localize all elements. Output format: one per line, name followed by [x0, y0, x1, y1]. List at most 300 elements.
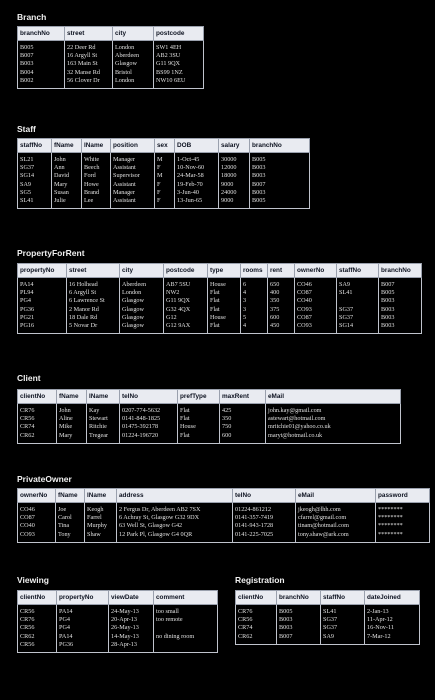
privateowner-cell: Farrel [85, 514, 117, 522]
branch-cell: B003 [18, 60, 65, 68]
propertyforrent-column-header: branchNo [379, 264, 422, 278]
registration-cell: 7-Mar-12 [365, 633, 420, 645]
staff-cell: B005 [250, 197, 310, 209]
propertyforrent-column-header: staffNo [337, 264, 379, 278]
privateowner-cell: ******** [376, 503, 430, 515]
branch-table-row [18, 52, 204, 60]
propertyforrent-cell: G32 4QX [164, 306, 208, 314]
client-cell: Flat [178, 432, 220, 444]
staff-cell: F [155, 181, 175, 189]
staff-column-header: branchNo [250, 139, 310, 153]
viewing-table-row [18, 641, 218, 653]
staff-cell: M [155, 172, 175, 180]
staff-table-row [18, 197, 310, 209]
registration-cell: CR74 [236, 624, 277, 632]
staff-cell: Howe [82, 181, 111, 189]
propertyforrent-cell: Flat [208, 322, 241, 334]
staff-cell: 12000 [219, 164, 250, 172]
staff-title: Staff [17, 124, 36, 134]
propertyforrent-cell: NW2 [164, 289, 208, 297]
client-cell: mritchie01@yahoo.co.uk [266, 423, 401, 431]
staff-cell: 10-Nov-60 [175, 164, 219, 172]
privateowner-cell: Joe [56, 503, 85, 515]
privateowner-table-row [18, 531, 430, 543]
client-cell: 600 [220, 432, 266, 444]
viewing-cell [154, 624, 218, 632]
propertyforrent-cell: B005 [379, 289, 422, 297]
client-table-row [18, 432, 401, 444]
viewing-cell [154, 641, 218, 653]
registration-column-header: clientNo [236, 591, 277, 605]
privateowner-cell: ******** [376, 514, 430, 522]
propertyforrent-title: PropertyForRent [17, 248, 85, 258]
branch-cell: B007 [18, 52, 65, 60]
client-cell: astewart@hotmail.com [266, 415, 401, 423]
branch-cell: 163 Main St [65, 60, 113, 68]
propertyforrent-cell: 16 Holhead [67, 278, 120, 290]
branch-cell: NW10 6EU [154, 77, 204, 89]
branch-column-header: city [113, 27, 154, 41]
client-cell: 425 [220, 404, 266, 416]
client-cell: 750 [220, 423, 266, 431]
propertyforrent-cell: B003 [379, 306, 422, 314]
privateowner-cell: tinam@hotmail.com [296, 522, 376, 530]
staff-cell: 24000 [219, 189, 250, 197]
propertyforrent-cell: CO87 [295, 289, 337, 297]
staff-cell: SA9 [18, 181, 52, 189]
privateowner-column-header: address [117, 489, 233, 503]
client-header-row [18, 390, 401, 404]
propertyforrent-table [17, 263, 422, 334]
privateowner-cell: CO40 [18, 522, 56, 530]
registration-table-row [236, 633, 420, 645]
viewing-cell: too small [154, 605, 218, 617]
client-cell: 01224-196720 [120, 432, 178, 444]
client-table-row [18, 404, 401, 416]
propertyforrent-cell: B003 [379, 322, 422, 334]
viewing-column-header: propertyNo [57, 591, 109, 605]
privateowner-column-header: lName [85, 489, 117, 503]
staff-cell: Manager [111, 189, 155, 197]
viewing-table-row [18, 616, 218, 624]
viewing-cell: 28-Apr-13 [109, 641, 154, 653]
propertyforrent-cell: CO46 [295, 278, 337, 290]
propertyforrent-cell: PG36 [18, 306, 67, 314]
propertyforrent-cell: SL41 [337, 289, 379, 297]
branch-table [17, 26, 204, 89]
propertyforrent-cell: PL94 [18, 289, 67, 297]
viewing-title: Viewing [17, 575, 49, 585]
propertyforrent-cell: SA9 [337, 278, 379, 290]
viewing-column-header: clientNo [18, 591, 57, 605]
propertyforrent-cell: PG4 [18, 297, 67, 305]
privateowner-cell: CO93 [18, 531, 56, 543]
viewing-cell: 26-May-13 [109, 624, 154, 632]
staff-cell: Ford [82, 172, 111, 180]
staff-cell: Julie [52, 197, 82, 209]
viewing-cell: PG36 [57, 641, 109, 653]
staff-cell: Beech [82, 164, 111, 172]
propertyforrent-column-header: rooms [241, 264, 268, 278]
staff-column-header: staffNo [18, 139, 52, 153]
propertyforrent-cell: 5 [241, 314, 268, 322]
propertyforrent-cell: G11 9QX [164, 297, 208, 305]
staff-cell: Brand [82, 189, 111, 197]
branch-title: Branch [17, 12, 47, 22]
privateowner-cell: Murphy [85, 522, 117, 530]
staff-cell: White [82, 153, 111, 165]
branch-table-row [18, 77, 204, 89]
propertyforrent-cell: 4 [241, 289, 268, 297]
client-cell: Flat [178, 404, 220, 416]
client-cell: 0207-774-5632 [120, 404, 178, 416]
branch-column-header: postcode [154, 27, 204, 41]
propertyforrent-cell: 2 Manor Rd [67, 306, 120, 314]
propertyforrent-cell: Flat [208, 306, 241, 314]
propertyforrent-table-row [18, 297, 422, 305]
privateowner-cell: Shaw [85, 531, 117, 543]
privateowner-cell: 2 Fergus Dr, Aberdeen AB2 7SX [117, 503, 233, 515]
propertyforrent-cell: SG37 [337, 306, 379, 314]
branch-cell: Aberdeen [113, 52, 154, 60]
registration-cell: CR56 [236, 616, 277, 624]
client-cell: CR56 [18, 415, 57, 423]
privateowner-cell: CO87 [18, 514, 56, 522]
staff-table-row [18, 164, 310, 172]
staff-cell: 18000 [219, 172, 250, 180]
propertyforrent-cell: 6 Lawrence St [67, 297, 120, 305]
viewing-column-header: comment [154, 591, 218, 605]
viewing-cell: 20-Apr-13 [109, 616, 154, 624]
branch-cell: 22 Deer Rd [65, 41, 113, 53]
propertyforrent-cell: CO87 [295, 314, 337, 322]
branch-cell: London [113, 77, 154, 89]
branch-cell: AB2 3SU [154, 52, 204, 60]
staff-cell: Assistant [111, 197, 155, 209]
staff-cell: Susan [52, 189, 82, 197]
staff-cell: 9000 [219, 181, 250, 189]
propertyforrent-cell: B003 [379, 297, 422, 305]
client-table-row [18, 415, 401, 423]
registration-cell: B005 [277, 605, 321, 617]
staff-cell: F [155, 164, 175, 172]
propertyforrent-cell: 350 [268, 297, 295, 305]
client-cell: CR74 [18, 423, 57, 431]
registration-cell: B007 [277, 633, 321, 645]
viewing-cell: 24-May-13 [109, 605, 154, 617]
viewing-table-row [18, 605, 218, 617]
registration-column-header: branchNo [277, 591, 321, 605]
viewing-cell: 14-May-13 [109, 633, 154, 641]
propertyforrent-cell: 375 [268, 306, 295, 314]
privateowner-cell: Tina [56, 522, 85, 530]
branch-cell: London [113, 41, 154, 53]
propertyforrent-cell: Flat [208, 297, 241, 305]
propertyforrent-cell [337, 297, 379, 305]
propertyforrent-cell: Glasgow [120, 322, 164, 334]
privateowner-column-header: telNo [233, 489, 296, 503]
staff-cell: 30000 [219, 153, 250, 165]
client-cell: Stewart [87, 415, 120, 423]
propertyforrent-cell: Flat [208, 289, 241, 297]
client-cell: John [57, 404, 87, 416]
client-column-header: lName [87, 390, 120, 404]
client-cell: CR76 [18, 404, 57, 416]
registration-cell: CR76 [236, 605, 277, 617]
registration-table-row [236, 624, 420, 632]
viewing-cell: PG4 [57, 624, 109, 632]
staff-cell: Assistant [111, 181, 155, 189]
viewing-cell: CR56 [18, 624, 57, 632]
client-table-row [18, 423, 401, 431]
propertyforrent-cell: 18 Dale Rd [67, 314, 120, 322]
privateowner-cell: 0141-357-7419 [233, 514, 296, 522]
privateowner-cell: Carol [56, 514, 85, 522]
branch-header-row [18, 27, 204, 41]
registration-cell: B003 [277, 624, 321, 632]
staff-column-header: DOB [175, 139, 219, 153]
privateowner-cell: CO46 [18, 503, 56, 515]
propertyforrent-table-row [18, 314, 422, 322]
propertyforrent-cell: 4 [241, 322, 268, 334]
client-cell: Kay [87, 404, 120, 416]
client-column-header: fName [57, 390, 87, 404]
privateowner-column-header: password [376, 489, 430, 503]
staff-cell: 3-Jun-40 [175, 189, 219, 197]
staff-cell: Manager [111, 153, 155, 165]
staff-cell: Lee [82, 197, 111, 209]
staff-cell: B003 [250, 172, 310, 180]
propertyforrent-cell: London [120, 289, 164, 297]
client-title: Client [17, 373, 41, 383]
registration-cell: CR62 [236, 633, 277, 645]
privateowner-header-row [18, 489, 430, 503]
client-cell: CR62 [18, 432, 57, 444]
client-column-header: prefType [178, 390, 220, 404]
propertyforrent-header-row [18, 264, 422, 278]
branch-cell: BS99 1NZ [154, 69, 204, 77]
registration-cell: SG37 [321, 624, 365, 632]
staff-header-row [18, 139, 310, 153]
viewing-cell: too remote [154, 616, 218, 624]
propertyforrent-cell: G12 [164, 314, 208, 322]
staff-column-header: position [111, 139, 155, 153]
client-column-header: telNo [120, 390, 178, 404]
privateowner-title: PrivateOwner [17, 474, 72, 484]
viewing-cell: no dining room [154, 633, 218, 641]
propertyforrent-cell: B003 [379, 314, 422, 322]
propertyforrent-cell: House [208, 278, 241, 290]
staff-table-row [18, 153, 310, 165]
registration-column-header: dateJoined [365, 591, 420, 605]
client-column-header: maxRent [220, 390, 266, 404]
client-column-header: eMail [266, 390, 401, 404]
privateowner-column-header: fName [56, 489, 85, 503]
propertyforrent-cell: Glasgow [120, 314, 164, 322]
client-cell: 350 [220, 415, 266, 423]
client-cell: House [178, 423, 220, 431]
viewing-table-row [18, 633, 218, 641]
privateowner-column-header: eMail [296, 489, 376, 503]
viewing-table [17, 590, 218, 653]
privateowner-cell: ******** [376, 531, 430, 543]
propertyforrent-cell: SG37 [337, 314, 379, 322]
staff-cell: B005 [250, 153, 310, 165]
privateowner-column-header: ownerNo [18, 489, 56, 503]
viewing-cell: PA14 [57, 633, 109, 641]
viewing-header-row [18, 591, 218, 605]
privateowner-table-row [18, 514, 430, 522]
viewing-table-row [18, 624, 218, 632]
propertyforrent-cell: 3 [241, 306, 268, 314]
branch-cell: 16 Argyll St [65, 52, 113, 60]
staff-cell: SG37 [18, 164, 52, 172]
client-cell: Tregear [87, 432, 120, 444]
propertyforrent-cell: Aberdeen [120, 278, 164, 290]
propertyforrent-cell: AB7 5SU [164, 278, 208, 290]
viewing-cell: CR56 [18, 641, 57, 653]
staff-cell: M [155, 153, 175, 165]
propertyforrent-cell: CO93 [295, 306, 337, 314]
staff-cell: SL41 [18, 197, 52, 209]
viewing-cell: PG4 [57, 616, 109, 624]
propertyforrent-column-header: type [208, 264, 241, 278]
staff-cell: B003 [250, 189, 310, 197]
privateowner-cell: 0141-943-1728 [233, 522, 296, 530]
privateowner-cell: 0141-225-7025 [233, 531, 296, 543]
propertyforrent-cell: 450 [268, 322, 295, 334]
registration-cell: 16-Nov-11 [365, 624, 420, 632]
propertyforrent-table-row [18, 289, 422, 297]
branch-cell: Bristol [113, 69, 154, 77]
propertyforrent-cell: 6 [241, 278, 268, 290]
client-cell: Flat [178, 415, 220, 423]
staff-cell: B007 [250, 181, 310, 189]
branch-cell: B005 [18, 41, 65, 53]
propertyforrent-column-header: city [120, 264, 164, 278]
staff-cell: F [155, 197, 175, 209]
propertyforrent-cell: PA14 [18, 278, 67, 290]
registration-table-row [236, 616, 420, 624]
privateowner-cell: 63 Well St, Glasgow G42 [117, 522, 233, 530]
propertyforrent-column-header: postcode [164, 264, 208, 278]
propertyforrent-cell: 650 [268, 278, 295, 290]
branch-cell: G11 9QX [154, 60, 204, 68]
branch-table-row [18, 60, 204, 68]
propertyforrent-cell: Glasgow [120, 297, 164, 305]
propertyforrent-column-header: street [67, 264, 120, 278]
propertyforrent-cell: 3 [241, 297, 268, 305]
privateowner-cell: 6 Achray St, Glasgow G32 9DX [117, 514, 233, 522]
staff-column-header: salary [219, 139, 250, 153]
branch-cell: 56 Clover Dr [65, 77, 113, 89]
registration-cell: SG37 [321, 616, 365, 624]
propertyforrent-cell: 400 [268, 289, 295, 297]
client-cell: Ritchie [87, 423, 120, 431]
staff-column-header: sex [155, 139, 175, 153]
branch-table-row [18, 69, 204, 77]
propertyforrent-table-row [18, 322, 422, 334]
viewing-cell: CR62 [18, 633, 57, 641]
privateowner-table [17, 488, 430, 543]
branch-cell: SW1 4EH [154, 41, 204, 53]
privateowner-cell: 12 Park Pl, Glasgow G4 0QR [117, 531, 233, 543]
privateowner-cell: tony.shaw@ark.com [296, 531, 376, 543]
privateowner-cell: jkeogh@lhh.com [296, 503, 376, 515]
staff-cell: Supervisor [111, 172, 155, 180]
privateowner-cell: ******** [376, 522, 430, 530]
client-table [17, 389, 401, 444]
propertyforrent-cell: CO93 [295, 322, 337, 334]
propertyforrent-cell: CO40 [295, 297, 337, 305]
propertyforrent-table-row [18, 306, 422, 314]
propertyforrent-cell: PG21 [18, 314, 67, 322]
branch-cell: 32 Manse Rd [65, 69, 113, 77]
staff-cell: B003 [250, 164, 310, 172]
client-column-header: clientNo [18, 390, 57, 404]
viewing-cell: CR76 [18, 616, 57, 624]
branch-cell: B004 [18, 69, 65, 77]
staff-cell: SL21 [18, 153, 52, 165]
propertyforrent-table-row [18, 278, 422, 290]
branch-column-header: street [65, 27, 113, 41]
privateowner-cell: Tony [56, 531, 85, 543]
staff-cell: 19-Feb-70 [175, 181, 219, 189]
registration-cell: B003 [277, 616, 321, 624]
staff-table [17, 138, 310, 209]
privateowner-table-row [18, 503, 430, 515]
viewing-column-header: viewDate [109, 591, 154, 605]
staff-column-header: lName [82, 139, 111, 153]
client-cell: john.kay@gmail.com [266, 404, 401, 416]
propertyforrent-cell: B007 [379, 278, 422, 290]
registration-header-row [236, 591, 420, 605]
viewing-cell: CR56 [18, 605, 57, 617]
registration-column-header: staffNo [321, 591, 365, 605]
registration-title: Registration [235, 575, 285, 585]
propertyforrent-column-header: propertyNo [18, 264, 67, 278]
staff-cell: John [52, 153, 82, 165]
staff-cell: 24-Mar-58 [175, 172, 219, 180]
client-cell: 0141-848-1825 [120, 415, 178, 423]
registration-cell: 2-Jan-13 [365, 605, 420, 617]
propertyforrent-cell: 6 Argyll St [67, 289, 120, 297]
registration-cell: 11-Apr-12 [365, 616, 420, 624]
registration-cell: SL41 [321, 605, 365, 617]
staff-cell: F [155, 189, 175, 197]
branch-table-row [18, 41, 204, 53]
privateowner-cell: 01224-861212 [233, 503, 296, 515]
propertyforrent-cell: House [208, 314, 241, 322]
client-cell: Mary [57, 432, 87, 444]
client-cell: maryt@hotmail.co.uk [266, 432, 401, 444]
staff-cell: 13-Jun-65 [175, 197, 219, 209]
branch-cell: Glasgow [113, 60, 154, 68]
propertyforrent-column-header: ownerNo [295, 264, 337, 278]
client-cell: 01475-392178 [120, 423, 178, 431]
privateowner-cell: Keogh [85, 503, 117, 515]
propertyforrent-cell: PG16 [18, 322, 67, 334]
staff-cell: Mary [52, 181, 82, 189]
staff-table-row [18, 172, 310, 180]
registration-table [235, 590, 420, 645]
staff-column-header: fName [52, 139, 82, 153]
propertyforrent-cell: 5 Novar Dr [67, 322, 120, 334]
staff-cell: Assistant [111, 164, 155, 172]
propertyforrent-column-header: rent [268, 264, 295, 278]
staff-cell: SG5 [18, 189, 52, 197]
viewing-cell: PA14 [57, 605, 109, 617]
